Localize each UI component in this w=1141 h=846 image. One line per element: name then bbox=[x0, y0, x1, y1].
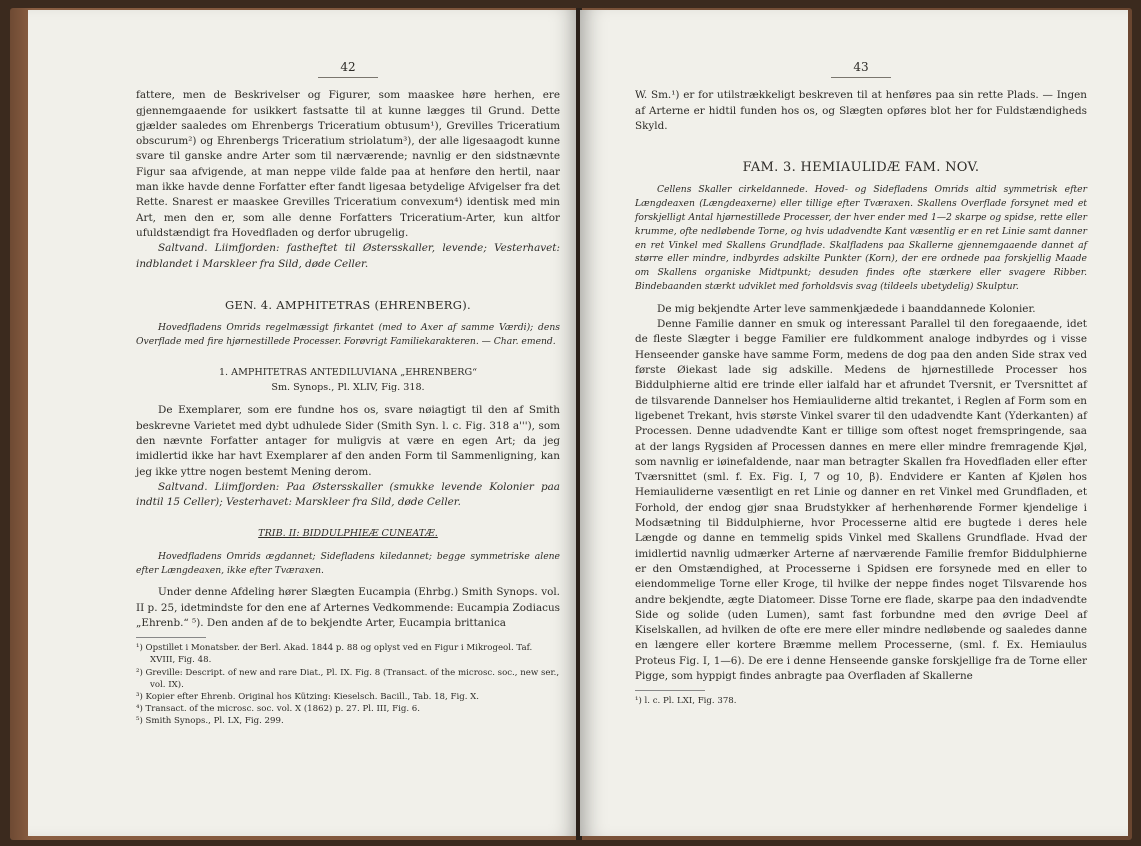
genus-heading: GEN. 4. AMPHITETRAS (EHRENBERG). bbox=[225, 297, 471, 312]
right-page bbox=[580, 10, 1128, 836]
footnote: ¹) l. c. Pl. LXI, Fig. 378. bbox=[635, 696, 737, 707]
footnote: ²) Greville: Descript. of new and rare Diat., Pl. IX. Fig. 8 (Transact. of the microsc. soc., new ser., vol. IX). bbox=[136, 667, 560, 690]
family-description: Cellens Skaller cirkeldannede. Hoved- og Sidefladens Omrids altid symmetrisk efter Længdeaxen (Længdeaxerne) eller tillige efter Tværaxen. Skallens Overflade forsynet med et forskjelligt Antal hjørnestillede Processer, der hver ender med 1—2 skarpe og spidse, rette eller krumme, ofte nedløbende Torne, og hvis udadvendte Kant væsentlig er en ret Linie samt danner en ret Vinkel med Skallens Grundflade. Skalfladens paa Skallerne gjennemgaaende dannet af større eller mindre, indbyrdes adskilte Punkter (Korn), der ere ordnede paa forskjellig Maade om Skallens organiske Midtpunkt; desuden findes ofte stærkere eller svagere Ribber. Bindebaanden stærkt udviklet med forholdsvis svag (tildeels ubetydelig) Skulptur. bbox=[635, 184, 1087, 293]
species-reference: Sm. Synops., Pl. XLIV, Fig. 318. bbox=[271, 382, 425, 394]
footnote: ⁵) Smith Synops., Pl. LX, Fig. 299. bbox=[136, 716, 284, 727]
footnote: ⁴) Transact. of the microsc. soc. vol. X (1862) p. 27. Pl. III, Fig. 6. bbox=[136, 704, 421, 715]
footnote: ¹) Opstillet i Monatsber. der Berl. Akad. 1844 p. 88 og oplyst ved en Figur i Mikrogeol. Taf. XVIII, Fig. 48. bbox=[136, 643, 533, 666]
paragraph: fattere, men de Beskrivelser og Figurer, som maaskee høre herhen, ere gjennemgaaende for usikkert fastsatte til at kunne lægges til Grund. Dette gjælder saaledes om Ehrenbergs Triceratium obtusum¹), Grevilles Triceratium obscurum²) og Ehrenbergs Triceratium striolatum³), der alle ligesaagodt kunne svare til ganske andre Arter som til nærværende; navnlig er den sidstnævnte Figur saa afvigende, at man neppe vilde falde paa at henføre den hertil, naar man ikke havde denne Forfatter efter fandt ligesaa betydelige Afvigelser fra det Rette. Snarest er maaskee Grevilles Triceratium convexum⁴) identisk med min Art, men den er, som alle denne Forfatters Triceratium-Arter, kun altfor ufuldstændigt fra Hovedfladen og derfor ubrugelig. bbox=[136, 89, 560, 239]
paragraph: De mig bekjendte Arter leve sammenkjædede i baanddannede Kolonier. bbox=[657, 302, 1036, 315]
paragraph: W. Sm.¹) er for utilstrækkeligt beskreven til at henføres paa sin rette Plads. — Ingen af Arterne er hidtil funden hos os, og Slægten opføres blot her for Fuldstændigheds Skyld. bbox=[635, 89, 1087, 132]
paragraph: De Exemplarer, som ere fundne hos os, svare nøiagtigt til den af Smith beskrevne Varietet med dybt udhulede Sider (Smith Syn. l. c. Fig. 318 a'''), som den nævnte Forfatter antager for muligvis at være en egen Art; da jeg imidlertid ikke har havt Exemplarer af den anden Form til Sammenligning, kan jeg ikke yttre nogen bestemt Mening derom. bbox=[136, 404, 560, 478]
family-heading: FAM. 3. HEMIAULIDÆ FAM. NOV. bbox=[742, 160, 980, 176]
page-number-left: 42 bbox=[318, 60, 378, 78]
book-spread bbox=[10, 8, 1132, 840]
right-page-content bbox=[635, 60, 1087, 707]
footnote: ³) Kopier efter Ehrenb. Original hos Kützing: Kieselsch. Bacill., Tab. 18, Fig. X. bbox=[136, 692, 480, 703]
tribe-description: Hovedfladens Omrids ægdannet; Sidefladens kiledannet; begge symmetriske alene efter Længdeaxen, ikke efter Tværaxen. bbox=[136, 550, 560, 576]
paragraph: Denne Familie danner en smuk og interessant Parallel til den foregaaende, idet de fleste Slægter i begge Familier ere fuldkomment analoge indbyrdes og i visse Henseender ganske have samme Form, medens de dog paa den anden Side strax ved første Øiekast lade sig adskille. Medens de hjørnestillede Processer hos Biddulphierne altid ere trinde eller ialfald har et afrundet Tversnit, er Tversnittet af de tilsvarende Dannelser hos Hemiauliderne altid trekantet, i Reglen af Form som en ligebenet Trekant, hvis største Vinkel svarer til den udadvendte Kant (Yderkanten) af Processen. Denne udadvendte Kant er tillige som oftest noget fremspringende, saa at der langs Rygsiden af Processen dannes en mere eller mindre fremragende Kjøl, som navnlig er iøinefaldende, naar man betragter Skallen fra Hovedfladen eller efter Tværsnittet (sml. f. Ex. Fig. I, 7 og 10, β). Endvidere er Kanten af Kjølen hos Hemiauliderne væsentligt en ret Linie og danner en ret Vinkel med Grundfladen, et Forhold, der endog gjør snaa Brudstykker af herhenhørende Former kjendelige i Modsætning til Biddulphierne, hvor Processerne altid ere bugtede i deres hele Længde og danne en temmelig spids Vinkel med Skallens Grundflade. Hvad der imidlertid navnlig udmærker Arterne af nærværende Familie fremfor Biddulphierne er den Omstændighed, at Processerne i Spidsen ere forsynede med en eller to eiendommelige Torne eller Kroge, til hvilke der neppe findes noget Tilsvarende hos andre bekjendte, ægte Diatomeer. Disse Torne ere flade, skarpe paa den indadvendte Side og solide (uden Lumen), samt fast forbundne med den øvrige Deel af Kiselskallen, ad hvilken de ofte ere mere eller mindre nedløbende og saaledes danne en længere eller kortere Bræmme mellem Processerne, (sml. f. Ex. Hemiaulus Proteus Fig. I, 1—6). De ere i denne Henseende ganske forskjellige fra de Torne eller Pigge, som hyppigt findes anbragte paa Overfladen af Skallerne bbox=[635, 318, 1087, 682]
genus-description: Hovedfladens Omrids regelmæssigt firkantet (med to Axer af samme Værdi); dens Overflade med fire hjørnestillede Processer. Forøvrigt Familiekarakteren. — Char. emend. bbox=[136, 322, 560, 347]
footnote-divider bbox=[635, 690, 705, 691]
habitat-note: Saltvand. Liimfjorden: fastheftet til Østersskaller, levende; Vesterhavet: indblandet i Marskleer fra Sild, døde Celler. bbox=[136, 242, 560, 270]
left-page bbox=[28, 10, 578, 836]
left-page-content bbox=[136, 60, 560, 728]
species-heading: 1. AMPHITETRAS ANTEDILUVIANA „EHRENBERG“ bbox=[218, 366, 478, 378]
habitat-note: Saltvand. Liimfjorden: Paa Østersskaller (smukke levende Kolonier paa indtil 15 Celler); Vesterhavet: Marskleer fra Sild, døde Celler. bbox=[136, 480, 560, 509]
paragraph: Under denne Afdeling hører Slægten Eucampia (Ehrbg.) Smith Synops. vol. II p. 25, idetmindste for den ene af Arternes Vedkommende: Eucampia Zodiacus „Ehrenb.“ ⁵). Den anden af de to bekjendte Arter, Eucampia brittanica bbox=[136, 586, 560, 629]
page-number-right: 43 bbox=[831, 60, 891, 78]
footnote-divider bbox=[136, 637, 206, 638]
tribe-heading: TRIB. II: BIDDULPHIEÆ CUNEATÆ. bbox=[258, 528, 438, 540]
